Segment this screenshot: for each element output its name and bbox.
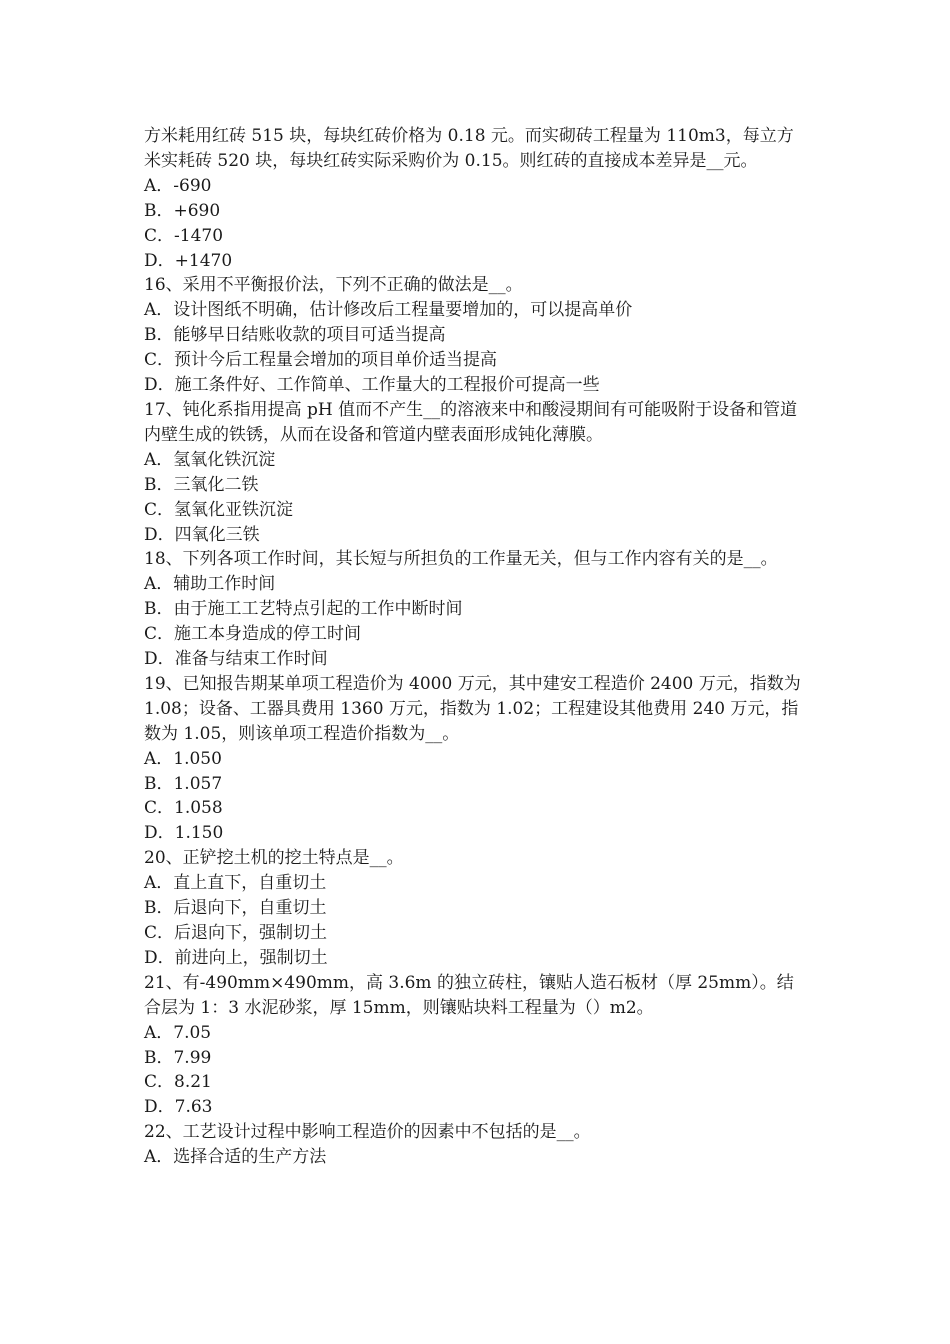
question-19-stem: 19、已知报告期某单项工程造价为 4000 万元，其中建安工程造价 2400 万元，指数为 1.08；设备、工器具费用 1360 万元，指数为 1.02；工程建设其他费用 240 万元，指数为 1.05，则该单项工程造价指数为__。	[144, 673, 807, 744]
q15-option-b: B．+690	[144, 200, 221, 221]
q15-option-c: C．-1470	[144, 225, 224, 246]
question-18-stem: 18、下列各项工作时间，其长短与所担负的工作量无关，但与工作内容有关的是__。	[144, 549, 778, 570]
q16-option-c: C．预计今后工程量会增加的项目单价适当提高	[144, 350, 498, 371]
document-body	[144, 124, 810, 1170]
q21-option-d: D．7.63	[144, 1097, 213, 1118]
question-22-stem: 22、工艺设计过程中影响工程造价的因素中不包括的是__。	[144, 1122, 591, 1143]
q20-option-b: B．后退向下，自重切土	[144, 898, 327, 919]
q15-option-d: D．+1470	[144, 250, 233, 271]
q17-option-b: B．三氧化二铁	[144, 474, 259, 495]
q20-option-a: A．直上直下，自重切土	[144, 873, 327, 894]
q16-option-b: B．能够早日结账收款的项目可适当提高	[144, 325, 446, 346]
question-15-stem: 方米耗用红砖 515 块，每块红砖价格为 0.18 元。而实砌砖工程量为 110m3，每立方米实耗砖 520 块，每块红砖实际采购价为 0.15。则红砖的直接成本差异是__元。	[144, 126, 794, 171]
q21-option-a: A．7.05	[144, 1022, 212, 1043]
q21-option-b: B．7.99	[144, 1047, 212, 1068]
question-17-stem: 17、钝化系指用提高 pH 值而不产生__的溶液来中和酸浸期间有可能吸附于设备和管道内壁生成的铁锈，从而在设备和管道内壁表面形成钝化薄膜。	[144, 399, 798, 445]
q19-option-a: A．1.050	[144, 748, 222, 769]
q17-option-d: D．四氧化三铁	[144, 524, 260, 545]
q15-option-a: A．-690	[144, 175, 212, 196]
q21-option-c: C．8.21	[144, 1072, 212, 1093]
question-20-stem: 20、正铲挖土机的挖土特点是__。	[144, 848, 404, 869]
question-21-stem: 21、有-490mm×490mm，高 3.6m 的独立砖柱，镶贴人造石板材（厚 25mm）。结合层为 1：3 水泥砂浆，厚 15mm，则镶贴块料工程量为（）m2。	[144, 972, 794, 1018]
q19-option-d: D．1.150	[144, 823, 224, 844]
q19-option-b: B．1.057	[144, 773, 223, 794]
question-16-stem: 16、采用不平衡报价法，下列不正确的做法是__。	[144, 275, 523, 296]
q17-option-a: A．氢氧化铁沉淀	[144, 449, 276, 470]
q18-option-c: C．施工本身造成的停工时间	[144, 624, 362, 645]
q20-option-c: C．后退向下，强制切土	[144, 923, 328, 943]
q16-option-d: D．施工条件好、工作简单、工作量大的工程报价可提高一些	[144, 375, 600, 396]
q16-option-a: A．设计图纸不明确，估计修改后工程量要增加的，可以提高单价	[144, 300, 633, 321]
q19-option-c: C．1.058	[144, 798, 223, 819]
q18-option-b: B．由于施工工艺特点引起的工作中断时间	[144, 599, 463, 620]
q18-option-d: D．准备与结束工作时间	[144, 649, 328, 670]
q22-option-a: A．选择合适的生产方法	[144, 1147, 327, 1168]
q18-option-a: A．辅助工作时间	[144, 574, 276, 595]
q20-option-d: D．前进向上，强制切土	[144, 947, 328, 968]
q17-option-c: C．氢氧化亚铁沉淀	[144, 499, 294, 520]
